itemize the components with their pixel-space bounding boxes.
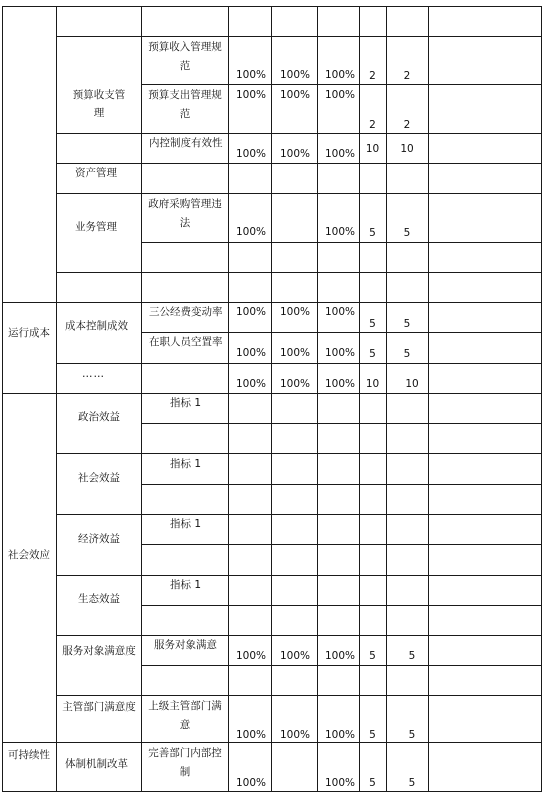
col-line xyxy=(428,6,429,792)
row-line xyxy=(2,393,542,394)
cell-value: 100% xyxy=(280,378,311,390)
cell-value: 100% xyxy=(236,226,267,238)
cell-value: 5 xyxy=(408,729,416,741)
row-line xyxy=(56,695,542,696)
cell-value: 100% xyxy=(280,89,311,101)
cell-value: 100% xyxy=(236,306,267,318)
cell-value: 100% xyxy=(325,378,356,390)
indicator-vacancy: 在职人员空置率 xyxy=(149,336,223,348)
cell-value: 5 xyxy=(369,729,376,741)
cell-value: 2 xyxy=(369,70,376,82)
cell-value: 2 xyxy=(403,70,411,82)
row-line xyxy=(141,484,542,485)
col-line xyxy=(228,6,229,792)
cell-value: 5 xyxy=(403,318,411,330)
cell-value: 100% xyxy=(325,89,356,101)
col-line xyxy=(271,6,272,792)
indicator-income-norm: 预算收入管理规范 xyxy=(148,41,222,72)
cell-value: 10 xyxy=(365,378,380,390)
cell-value: 5 xyxy=(369,348,376,360)
cell-value: 5 xyxy=(369,318,376,330)
cell-value: 5 xyxy=(403,227,411,239)
group-ecological: 生态效益 xyxy=(78,593,120,605)
cell-value: 5 xyxy=(369,777,376,789)
group-cost-ctrl: 成本控制成效 xyxy=(65,320,128,332)
cell-value: 100% xyxy=(236,729,267,741)
indicator-etc: …… xyxy=(82,368,105,380)
row-line xyxy=(141,423,542,424)
cell-value: 100% xyxy=(325,226,356,238)
group-budget: 预算收支管理 xyxy=(72,89,126,119)
cell-value: 100% xyxy=(325,148,356,160)
group-political: 政治效益 xyxy=(78,411,120,423)
cell-value: 2 xyxy=(403,119,411,131)
indicator-reform: 完善部门内部控制 xyxy=(148,747,222,778)
cell-value: 5 xyxy=(369,227,376,239)
row-line xyxy=(56,272,542,273)
cell-value: 100% xyxy=(280,347,311,359)
table-border-bottom xyxy=(2,791,542,792)
group-economic: 经济效益 xyxy=(78,533,120,545)
indicator-economic-1: 指标 1 xyxy=(170,518,202,530)
row-line xyxy=(56,453,542,454)
cell-value: 100% xyxy=(236,148,267,160)
cell-value: 100% xyxy=(236,89,267,101)
cell-value: 100% xyxy=(325,729,356,741)
cell-value: 100% xyxy=(280,69,311,81)
row-line xyxy=(56,193,542,194)
row-line xyxy=(56,36,542,37)
cell-value: 100% xyxy=(280,650,311,662)
table-border-top xyxy=(2,6,542,7)
group-social: 社会效益 xyxy=(78,472,120,484)
cell-value: 100% xyxy=(325,347,356,359)
cell-value: 100% xyxy=(236,69,267,81)
row-line xyxy=(56,163,542,164)
cell-value: 100% xyxy=(280,729,311,741)
cell-value: 100% xyxy=(280,306,311,318)
indicator-procurement: 政府采购管理违法 xyxy=(148,198,222,229)
row-line xyxy=(56,363,542,364)
row-line xyxy=(141,242,542,243)
indicator-supervisor-sat: 上级主管部门满意 xyxy=(148,700,222,731)
group-sustainability: 可持续性 xyxy=(8,749,50,761)
group-social-effect: 社会效应 xyxy=(8,549,50,561)
cell-value: 100% xyxy=(325,306,356,318)
cell-value: 5 xyxy=(408,777,416,789)
cell-value: 100% xyxy=(236,378,267,390)
table-border-right xyxy=(541,6,542,792)
row-line xyxy=(141,332,542,333)
cell-value: 5 xyxy=(403,348,411,360)
cell-value: 2 xyxy=(369,119,376,131)
cell-value: 5 xyxy=(369,650,376,662)
indicator-political-1: 指标 1 xyxy=(170,397,202,409)
col-line xyxy=(141,6,142,792)
table-border-left xyxy=(2,6,3,792)
cell-value: 100% xyxy=(325,650,356,662)
cell-value: 100% xyxy=(325,69,356,81)
indicator-social-1: 指标 1 xyxy=(170,458,202,470)
indicator-service-sat: 服务对象满意 xyxy=(154,639,217,651)
row-line xyxy=(2,302,542,303)
cell-value: 10 xyxy=(400,143,414,155)
row-line xyxy=(56,635,542,636)
cell-value: 100% xyxy=(236,650,267,662)
group-reform: 体制机制改革 xyxy=(65,758,128,770)
row-line xyxy=(141,544,542,545)
group-supervisor-sat: 主管部门满意度 xyxy=(62,701,136,713)
row-line xyxy=(141,84,542,85)
cell-value: 5 xyxy=(408,650,416,662)
group-op-cost: 运行成本 xyxy=(8,327,50,339)
cell-value: 100% xyxy=(325,777,356,789)
indicator-ecological-1: 指标 1 xyxy=(170,579,202,591)
cell-value: 100% xyxy=(236,347,267,359)
row-line xyxy=(56,133,542,134)
row-line xyxy=(56,575,542,576)
row-line xyxy=(2,742,542,743)
row-line xyxy=(141,605,542,606)
indicator-internal-control: 内控制度有效性 xyxy=(149,137,223,149)
group-service-sat: 服务对象满意度 xyxy=(62,645,136,657)
cell-value: 10 xyxy=(365,143,380,155)
col-line xyxy=(56,6,57,792)
group-asset-mgmt: 资产管理 xyxy=(75,167,117,179)
cell-value: 100% xyxy=(280,148,311,160)
row-line xyxy=(56,514,542,515)
cell-value: 10 xyxy=(405,378,419,390)
indicator-three-public: 三公经费变动率 xyxy=(149,306,223,318)
cell-value: 100% xyxy=(236,777,267,789)
row-line xyxy=(141,665,542,666)
group-business-mgmt: 业务管理 xyxy=(75,221,117,233)
col-line xyxy=(317,6,318,792)
indicator-expense-norm: 预算支出管理规范 xyxy=(148,89,222,120)
